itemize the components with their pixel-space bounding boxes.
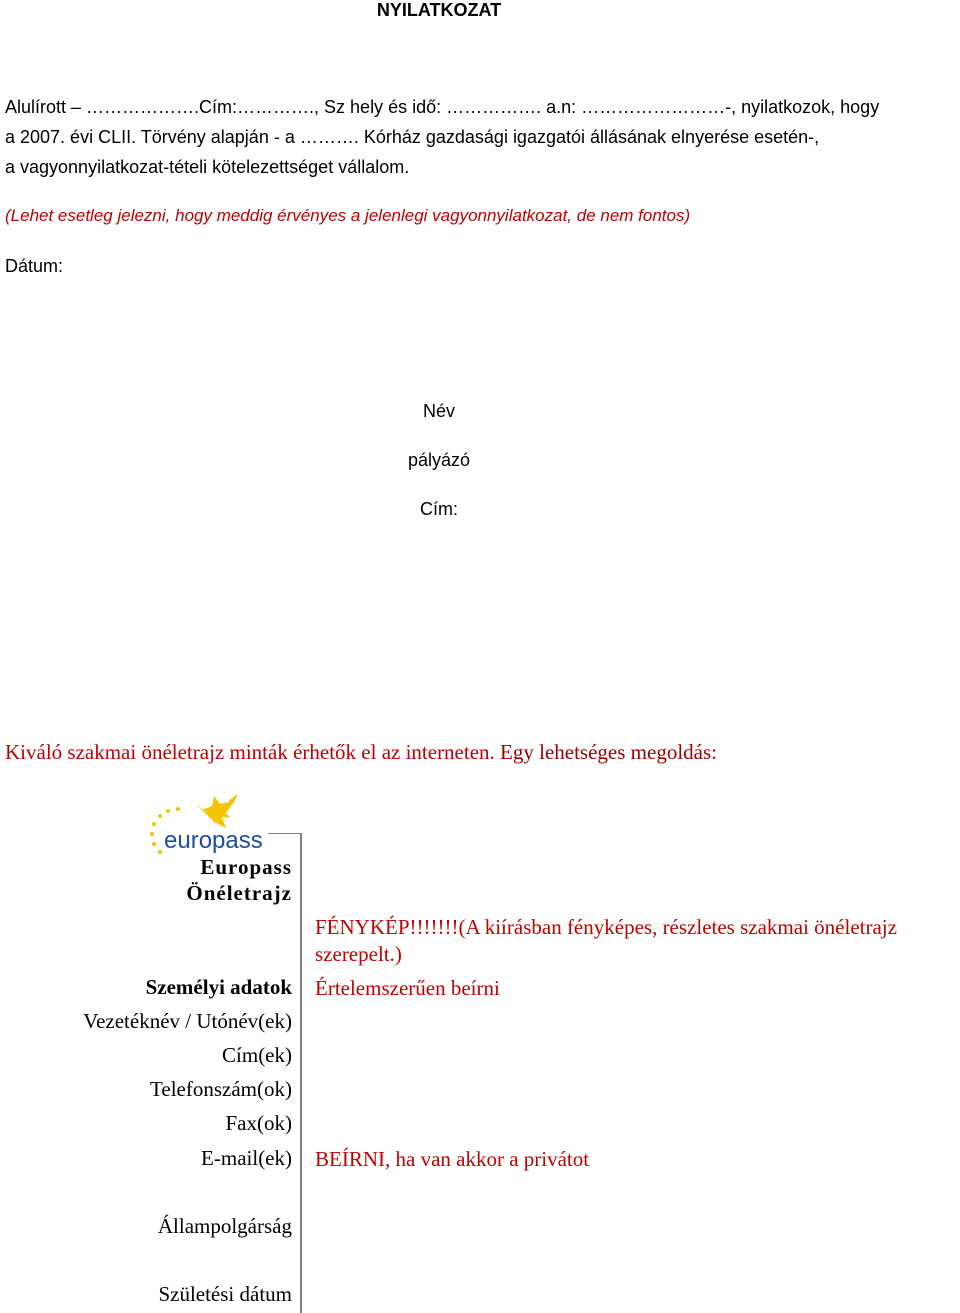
cv-divider <box>300 833 302 1313</box>
declaration-line-1: Alulírott – ……………….Cím:…………., Sz hely és idő: ……………. a.n: ……………………-, nyilatkozok, hogy <box>5 97 880 117</box>
date-label: Dátum: <box>5 256 64 276</box>
europass-logo <box>146 790 296 862</box>
validity-note: (Lehet esetleg jelezni, hogy meddig érvényes a jelenlegi vagyonnyilatkozat, de nem fontos) <box>5 206 691 225</box>
field-phone-label: Telefonszám(ok) <box>150 1077 292 1101</box>
signature-role: pályázó <box>407 450 471 470</box>
personal-data-value: Értelemszerűen beírni <box>315 976 500 1000</box>
cv-hint <box>5 740 717 765</box>
cv-divider-top <box>268 833 302 834</box>
field-email-label: E-mail(ek) <box>201 1146 292 1170</box>
europass-logo-text: europass <box>164 827 263 854</box>
field-name-label: Vezetéknév / Utónév(ek) <box>83 1009 292 1033</box>
cv-hint-solution: Egy lehetséges megoldás: <box>494 740 717 764</box>
field-address-label: Cím(ek) <box>222 1043 292 1067</box>
field-fax-label: Fax(ok) <box>225 1111 292 1135</box>
declaration-line-3: a vagyonnyilatkozat-tételi kötelezettséget vállalom. <box>5 157 410 177</box>
field-email-value: BEÍRNI, ha van akkor a privátot <box>315 1147 590 1171</box>
signature-address: Cím: <box>420 499 458 519</box>
cv-hint-text: Kiváló szakmai önéletrajz minták érhetők el az interneten. <box>5 740 495 764</box>
europass-logo-icon <box>146 790 296 862</box>
signature-name: Név <box>422 401 455 421</box>
declaration-line-2: a 2007. évi CLII. Törvény alapján - a ………. Kórház gazdasági igazgatói állásának elnyerése esetén-, <box>5 127 820 147</box>
cv-title-line-2: Önéletrajz <box>186 881 292 905</box>
field-birthdate-label: Születési dátum <box>158 1282 292 1306</box>
personal-data-heading: Személyi adatok <box>145 975 292 999</box>
cv-title-line-1: Europass <box>200 855 292 879</box>
document-title: NYILATKOZAT <box>376 0 502 20</box>
photo-note: FÉNYKÉP!!!!!!!(A kiírásban fényképes, részletes szakmai önéletrajz szerepelt.) <box>315 915 897 966</box>
field-nationality-label: Állampolgárság <box>157 1214 292 1238</box>
